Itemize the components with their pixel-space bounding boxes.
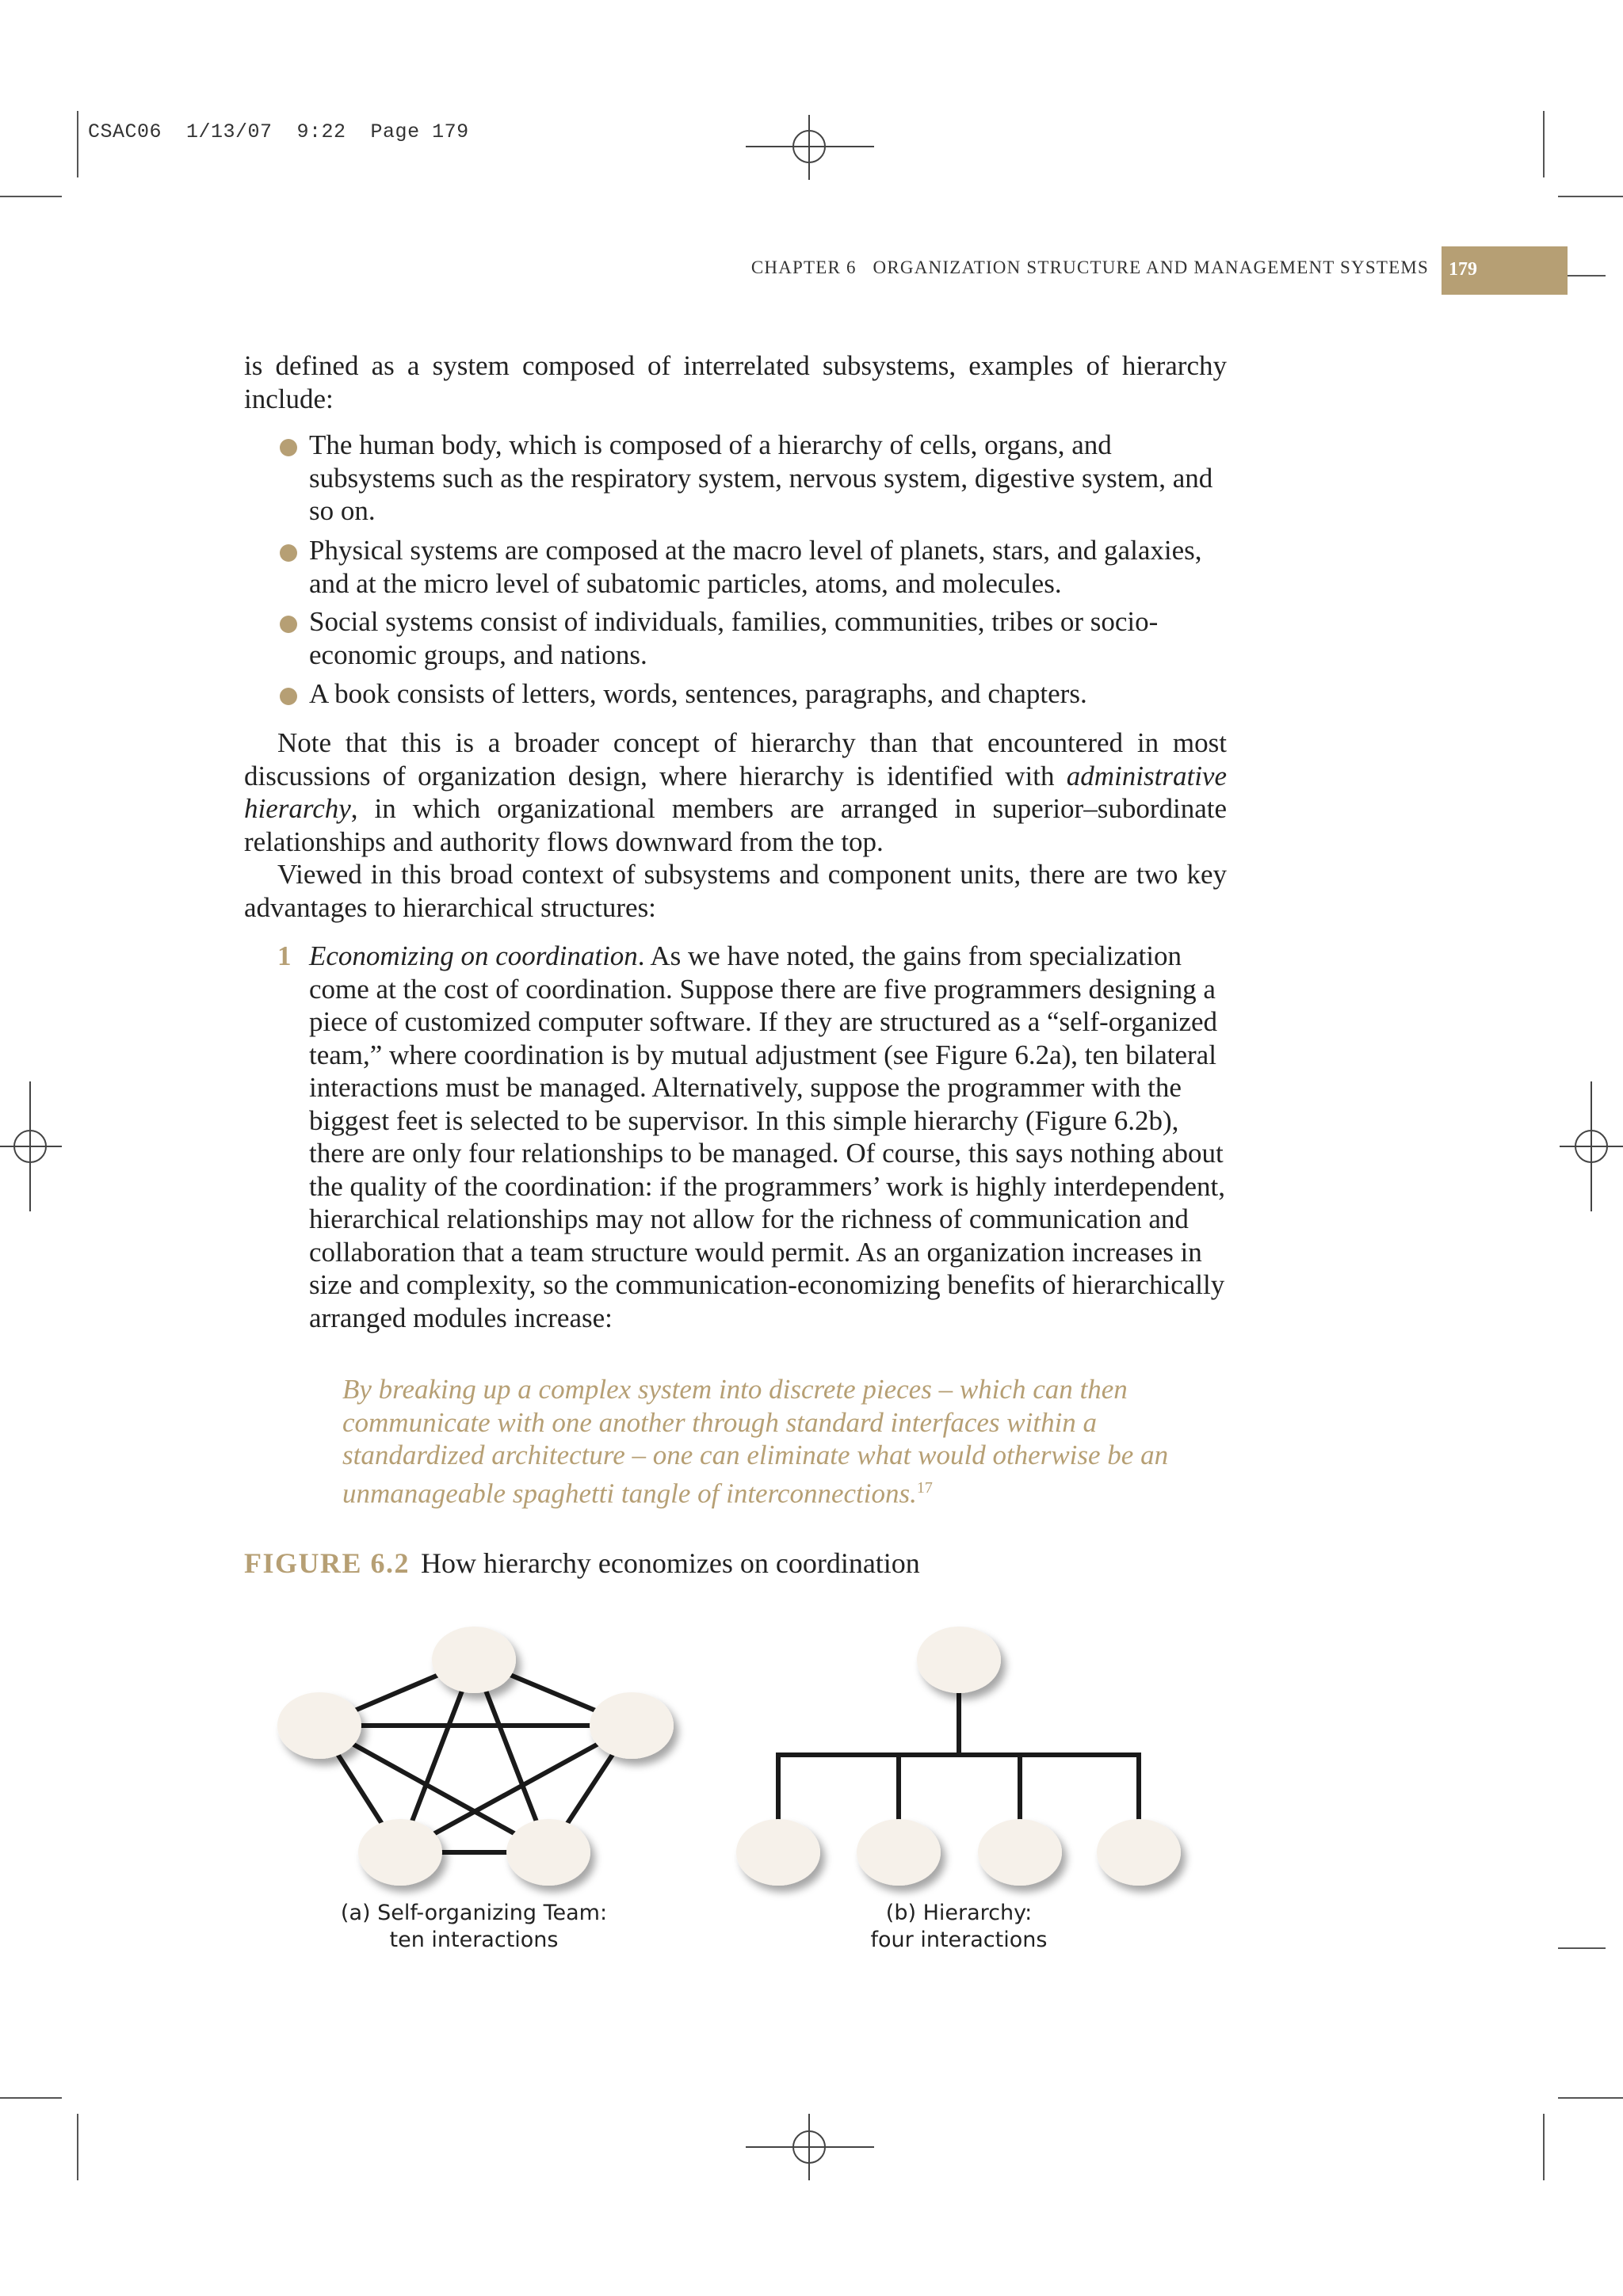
paragraph-text: Note that this is a broader concept of hierarchy than that encountered in most discussions of organization design, where hierarchy is identified with [244, 727, 1227, 791]
diagram-caption-b [761, 1900, 1157, 1954]
quote-text: By breaking up a complex system into discrete pieces – which can then communicate with one another through standard interfaces within a standardized architecture – one can eliminate what would otherwise be an unmanageable spaghetti tangle of interconnections. [342, 1374, 1169, 1509]
list-number: 1 [277, 940, 292, 971]
emphasis-term: administrative hierarchy [244, 760, 1227, 824]
caption-line: ten interactions [389, 1928, 559, 1952]
paragraph-text: , in which organizational members are arranged in superior–subordinate relationships and authority flows downward from the top. [244, 793, 1227, 857]
team-member-node [277, 1692, 361, 1759]
team-member-node [358, 1819, 442, 1886]
bullet-item: Physical systems are composed at the macro level of planets, stars, and galaxies, and at the micro level of subatomic particles, atoms, and molecules. [309, 535, 1202, 599]
team-member-node [432, 1627, 516, 1693]
bullet-item: A book consists of letters, words, sentences, paragraphs, and chapters. [309, 678, 1087, 709]
caption-line: (a) Self-organizing Team: [340, 1901, 608, 1925]
numbered-item-title: Economizing on coordination [309, 940, 638, 971]
supervisor-node [917, 1627, 1001, 1693]
intro-paragraph: is defined as a system composed of interrelated subsystems, examples of hierarchy include: [244, 350, 1227, 414]
footnote-ref: 17 [916, 1478, 933, 1497]
caption-line: four interactions [870, 1928, 1048, 1952]
figure-title: How hierarchy economizes on coordination [421, 1547, 920, 1579]
figure-label: FIGURE 6.2 [244, 1547, 411, 1579]
page-number: 179 [1442, 246, 1568, 295]
diagram-caption-a [276, 1900, 672, 1954]
caption-line: (b) Hierarchy: [885, 1901, 1033, 1925]
printer-slug: CSAC06 1/13/07 9:22 Page 179 [88, 120, 469, 143]
bullet-item: Social systems consist of individuals, families, communities, tribes or socio-economic groups, and nations. [309, 606, 1159, 670]
paragraph: Viewed in this broad context of subsystems and component units, there are two key advantages to hierarchical structures: [244, 859, 1227, 923]
running-head: CHAPTER 6 ORGANIZATION STRUCTURE AND MANAGEMENT SYSTEMS [750, 257, 1429, 277]
subordinate-node [978, 1819, 1062, 1886]
bullet-item: The human body, which is composed of a hierarchy of cells, organs, and subsystems such as the respiratory system, nervous system, digestive system, and so on. [309, 429, 1213, 526]
subordinate-node [1097, 1819, 1181, 1886]
numbered-item-text: . As we have noted, the gains from specialization come at the cost of coordination. Suppose there are five programmers designing a piece of customized computer software. If they are structured as a “self-organized team,” where coordination is by mutual adjustment (see Figure 6.2a), ten bilateral interactions must be managed. Alternatively, suppose the programmer with the biggest feet is selected to be supervisor. In this simple hierarchy (Figure 6.2b), there are only four relationships to be managed. Of course, this says nothing about the quality of the coordination: if the programmers’ work is highly interdependent, hierarchical relationships may not allow for the richness of communication and collaboration that a team structure would permit. As an organization increases in size and complexity, so the communication-economizing benefits of hierarchically arranged modules increase: [309, 940, 1225, 1333]
subordinate-node [857, 1819, 941, 1886]
team-member-node [590, 1692, 674, 1759]
team-member-node [506, 1819, 590, 1886]
subordinate-node [736, 1819, 820, 1886]
